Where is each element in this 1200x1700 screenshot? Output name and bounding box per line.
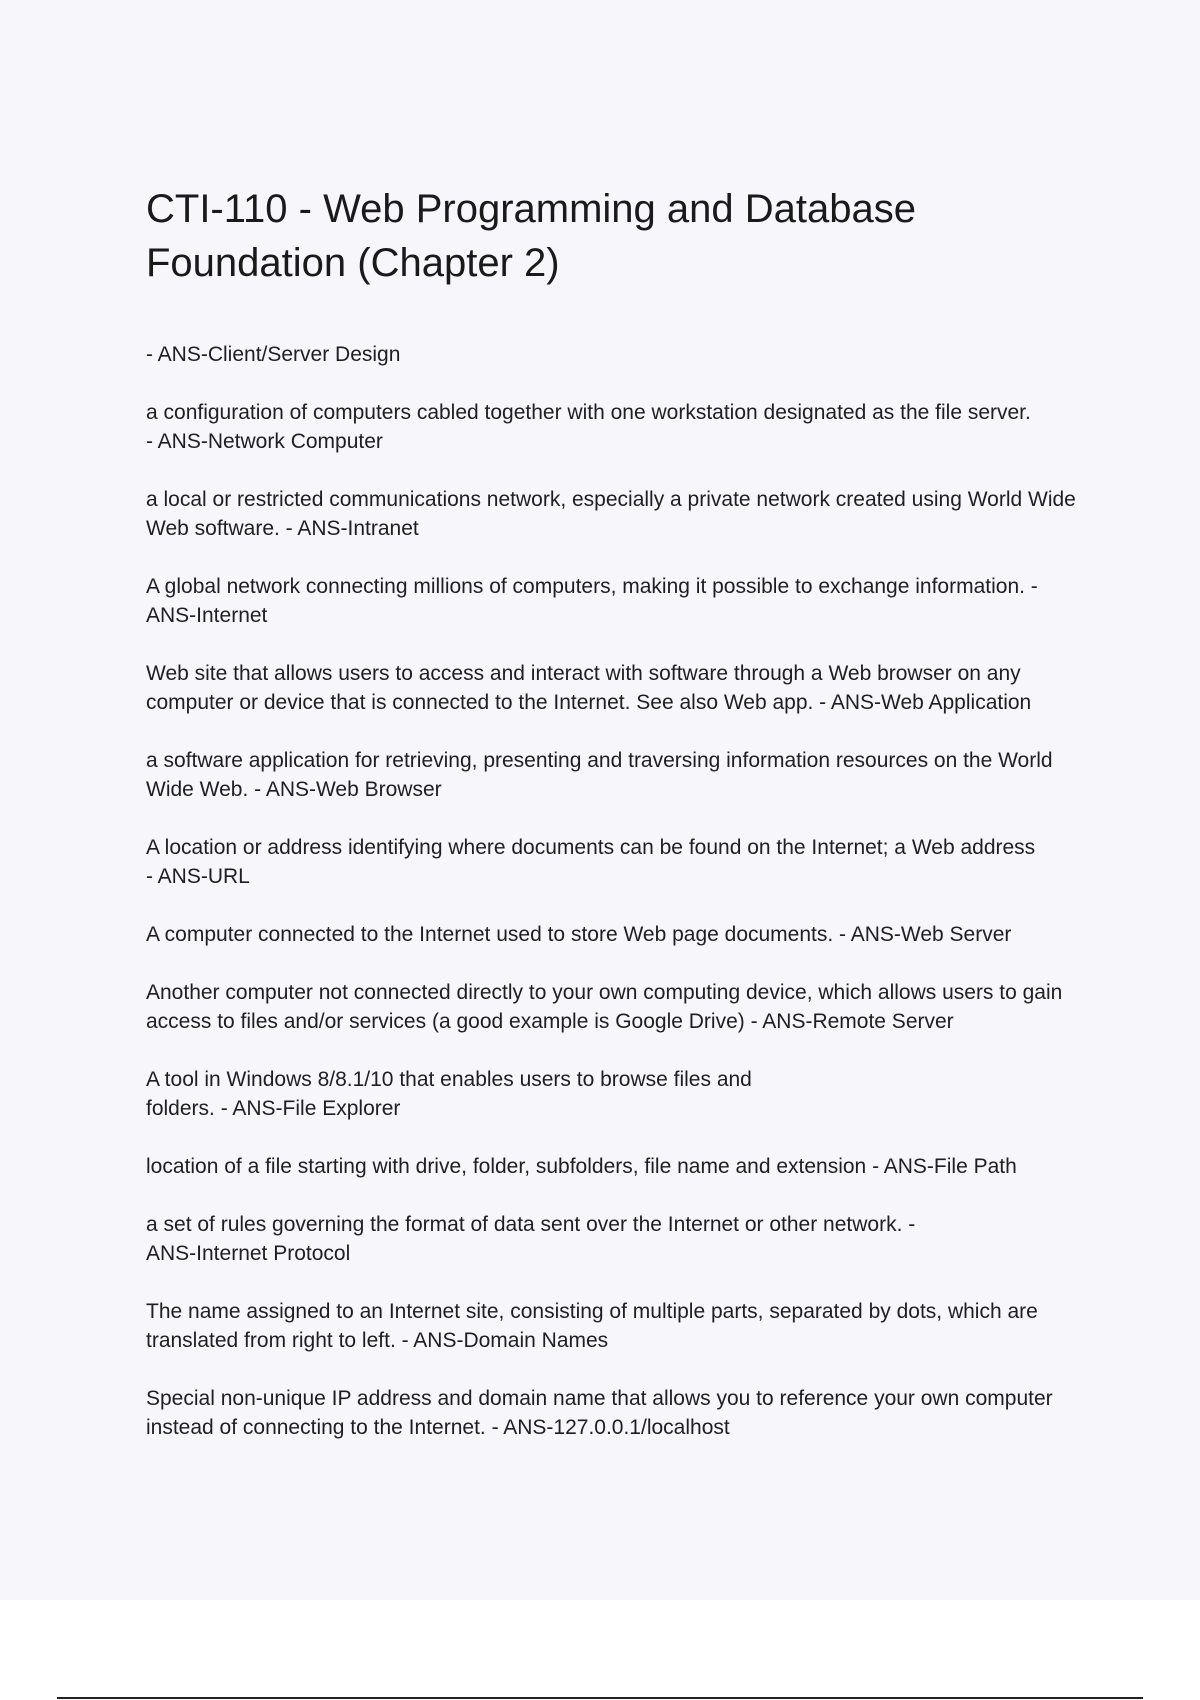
list-item: location of a file starting with drive, folder, subfolders, file name and extension - ANS-File Path — [146, 1155, 1017, 1178]
page-title: CTI-110 - Web Programming and Database Foundation (Chapter 2) — [146, 187, 916, 285]
list-item: - ANS-Client/Server Design — [146, 343, 401, 366]
list-item: Another computer not connected directly to your own computing device, which allows users to gain access to files and/or services (a good example is Google Drive) - ANS-Remote Server — [146, 981, 1063, 1033]
page-divider — [57, 1697, 1143, 1699]
document-content — [146, 182, 1096, 1471]
list-item: a set of rules governing the format of data sent over the Internet or other network. - ANS-Internet Protocol — [146, 1213, 916, 1265]
list-item: A global network connecting millions of computers, making it possible to exchange information. - ANS-Internet — [146, 575, 1038, 627]
list-item: a local or restricted communications network, especially a private network created using World Wide Web software. - ANS-Intranet — [146, 488, 1076, 540]
list-item: Web site that allows users to access and interact with software through a Web browser on any computer or device that is connected to the Internet. See also Web app. - ANS-Web Application — [146, 662, 1032, 714]
list-item: A tool in Windows 8/8.1/10 that enables users to browse files and folders. - ANS-File Explorer — [146, 1068, 752, 1120]
list-item: The name assigned to an Internet site, consisting of multiple parts, separated by dots, which are translated from right to left. - ANS-Domain Names — [146, 1300, 1038, 1352]
list-item: Special non-unique IP address and domain name that allows you to reference your own computer instead of connecting to the Internet. - ANS-127.0.0.1/localhost — [146, 1387, 1053, 1439]
list-item: A computer connected to the Internet used to store Web page documents. - ANS-Web Server — [146, 923, 1012, 946]
list-item: a software application for retrieving, presenting and traversing information resources on the World Wide Web. - ANS-Web Browser — [146, 749, 1053, 801]
list-item: a configuration of computers cabled together with one workstation designated as the file server. - ANS-Network Computer — [146, 401, 1031, 453]
list-item: A location or address identifying where documents can be found on the Internet; a Web address - ANS-URL — [146, 836, 1036, 888]
